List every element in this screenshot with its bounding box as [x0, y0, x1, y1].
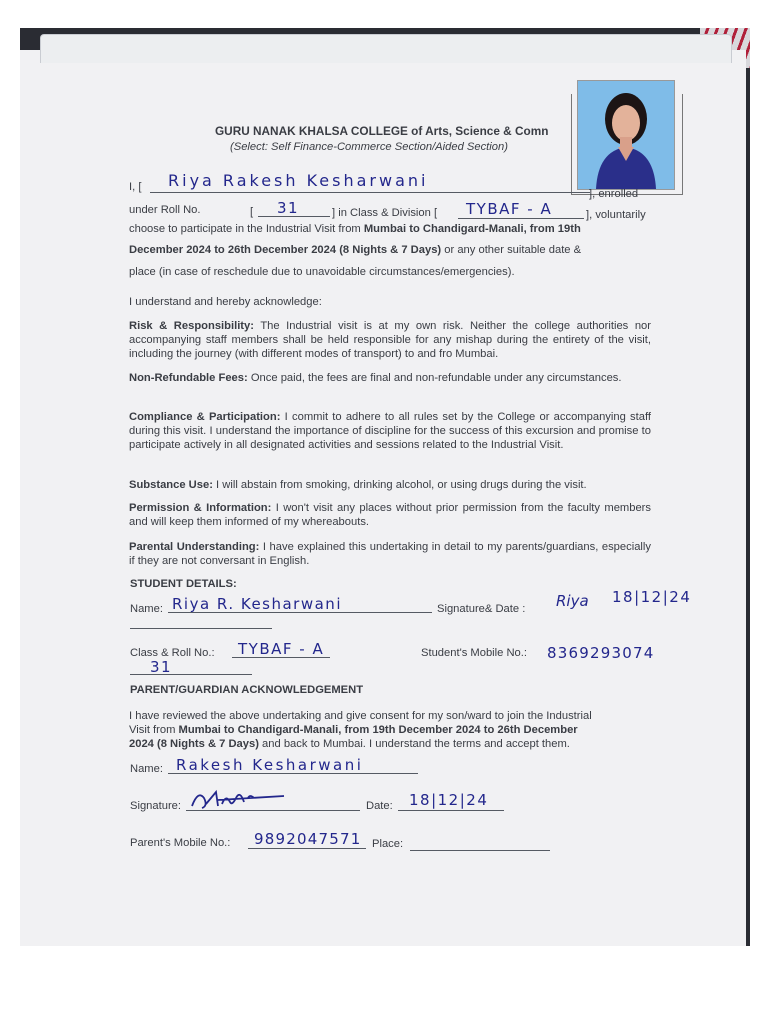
parent-mobile-label: Parent's Mobile No.:: [130, 837, 231, 849]
student-mobile-field: 8369293074: [547, 644, 655, 662]
clause-substance: Substance Use: I will abstain from smoking, drinking alcohol, or using drugs during the visit.: [129, 479, 587, 491]
student-photo: [577, 80, 675, 190]
parent-route: Mumbai to Chandigard-Manali, from 19th December 2024 to 26th December: [178, 724, 578, 736]
intro-line-3a: choose to participate in the Industrial Visit from: [129, 223, 361, 235]
student-date-field: 18|12|24: [612, 588, 692, 606]
parent-date-field: 18|12|24: [409, 791, 489, 809]
parent-signature-label: Signature:: [130, 800, 181, 812]
class-roll-label: Class & Roll No.:: [130, 647, 215, 659]
extra-line: [130, 628, 272, 629]
intro-line-4: [129, 243, 581, 257]
clause-fees: Non-Refundable Fees: Once paid, the fees are final and non-refundable under any circumstances.: [129, 372, 622, 384]
parent-name-field: Rakesh Kesharwani: [176, 756, 364, 774]
student-mobile-label: Student's Mobile No.:: [421, 647, 527, 659]
parent-date-line: [398, 810, 504, 811]
intro-prefix: I, [: [129, 181, 142, 193]
student-name-handwritten: Riya Rakesh Kesharwani: [168, 171, 429, 190]
student-name-label: Name:: [130, 603, 163, 615]
student-class-line: [232, 657, 330, 658]
parent-heading: PARENT/GUARDIAN ACKNOWLEDGEMENT: [130, 684, 364, 696]
parent-text-a: I have reviewed the above undertaking and give consent for my son/ward to join the Industrial: [129, 710, 592, 722]
parent-place-label: Place:: [372, 838, 404, 850]
class-division-label: ] in Class & Division [: [332, 207, 438, 219]
name-line: [150, 192, 590, 193]
section-select: (Select: Self Finance-Commerce Section/Aided Section): [230, 141, 508, 153]
under-roll-label: under Roll No.: [129, 204, 201, 216]
class-line: [458, 218, 584, 219]
parent-mobile-line: [248, 848, 366, 849]
student-name-line: [168, 612, 432, 613]
clause-risk: Risk & Responsibility: The Industrial visit is at my own risk. Neither the college authorities nor accompanying staff members shall be held responsible for any mishap during the entirety of the visit, including the journey (with different modes of transport) to and fro Mumbai.: [129, 320, 651, 360]
enrolled-text: ], enrolled: [589, 188, 639, 200]
intro-route: Mumbai to Chandigard-Manali, from 19th: [363, 223, 581, 235]
paper-top-edge: [40, 34, 732, 63]
acknowledge-text: I understand and hereby acknowledge:: [129, 296, 322, 308]
voluntarily-text: ], voluntarily: [586, 209, 646, 221]
intro-line-4b: or any other suitable date &: [444, 244, 582, 256]
class-handwritten: TYBAF - A: [466, 200, 553, 218]
college-name: GURU NANAK KHALSA COLLEGE of Arts, Science & Comn: [215, 124, 549, 138]
student-name-field: Riya R. Kesharwani: [172, 595, 342, 613]
parent-signature-mark: [188, 786, 288, 812]
intro-dates: December 2024 to 26th December 2024 (8 Nights & 7 Days): [129, 244, 442, 256]
roll-handwritten: 31: [277, 199, 300, 217]
student-roll-line: [130, 674, 252, 675]
roll-bracket: [: [250, 206, 254, 218]
signature-date-label: Signature& Date :: [437, 603, 526, 615]
intro-line-3: [129, 222, 581, 236]
parent-place-line: [410, 850, 550, 851]
student-class-field: TYBAF - A: [238, 640, 325, 658]
roll-line: [258, 216, 330, 217]
clause-permission: Permission & Information: I won't visit any places without prior permission from the faculty members and will keep them informed of my whereabouts.: [129, 502, 651, 528]
parent-mobile-field: 9892047571: [254, 830, 362, 848]
clause-parental: Parental Understanding: I have explained this undertaking in detail to my parents/guardians, especially if they are not conversant in English.: [129, 541, 651, 567]
parent-name-line: [168, 773, 418, 774]
clause-compliance: Compliance & Participation: I commit to adhere to all rules set by the College or accompanying staff during this visit. I understand the importance of discipline for the success of this excursion and promise to participate actively in all designated activities and sessions related to the Industrial Visit.: [129, 411, 651, 451]
parent-name-label: Name:: [130, 763, 163, 775]
student-details-heading: STUDENT DETAILS:: [130, 578, 237, 590]
student-signature: Riya: [556, 592, 589, 610]
parent-date-label: Date:: [366, 800, 393, 812]
student-roll-field: 31: [150, 658, 173, 676]
intro-line-5: place (in case of reschedule due to unavoidable circumstances/emergencies).: [129, 266, 515, 278]
parent-duration: 2024 (8 Nights & 7 Days): [129, 738, 259, 750]
parent-signature-line: [186, 810, 360, 811]
